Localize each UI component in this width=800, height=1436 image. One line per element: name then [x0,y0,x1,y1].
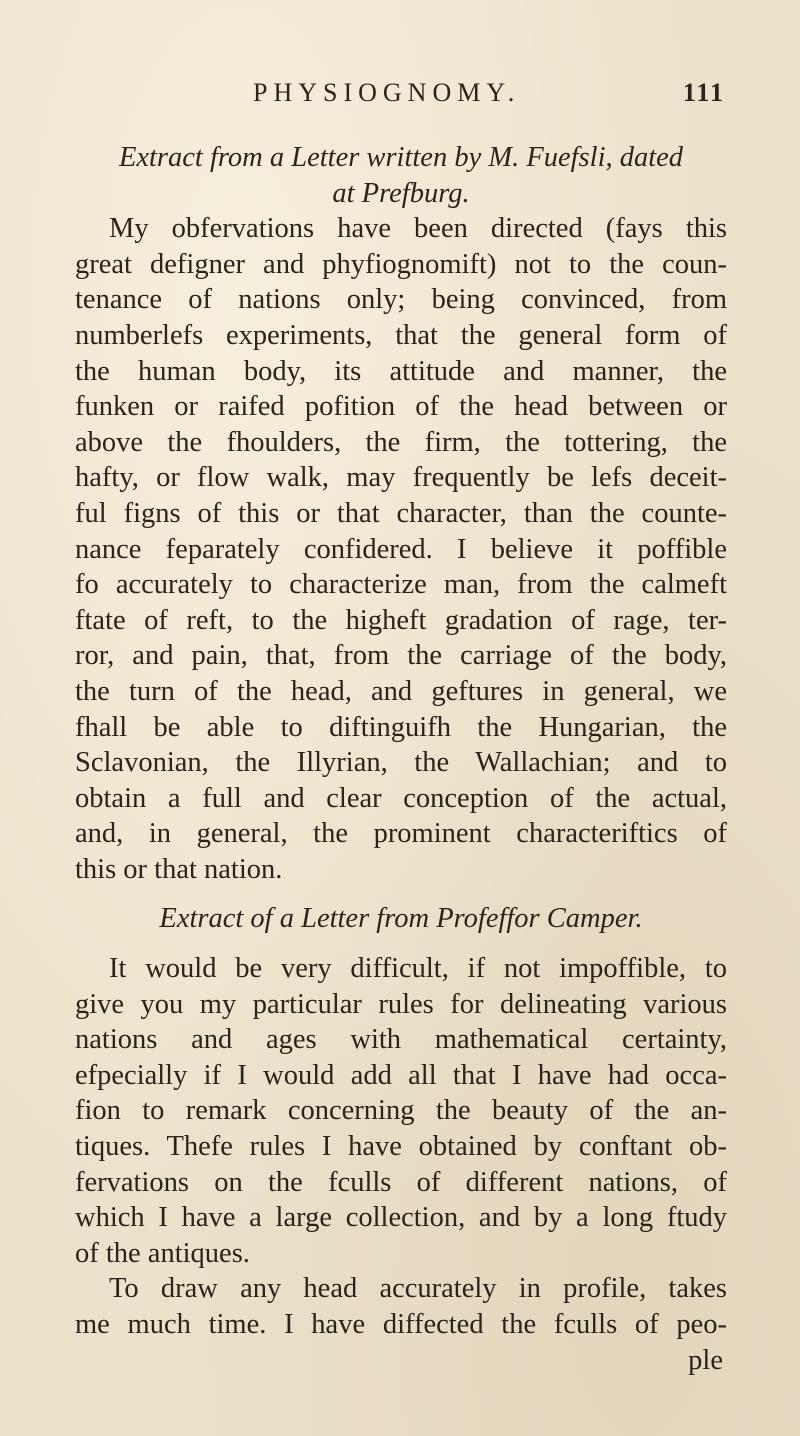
text-line: nance feparately confidered. I believe it poffible [75,533,727,565]
section-gap [75,937,727,951]
heading-line: at Prefburg. [332,177,470,209]
text-line: me much time. I have diffected the fculls of peo- [75,1309,727,1340]
text-line: the human body, its attitude and manner, the [75,355,727,387]
text-line: fo accurately to characterize man, from the calmeft [75,569,727,601]
text-line: of the antiques. [75,1237,250,1269]
text-line: this or that nation. [75,853,283,885]
text-line: give you my particular rules for delineating various [75,988,727,1020]
text-line: To draw any head accurately in profile, takes [109,1273,727,1305]
running-title: PHYSIOGNOMY. [253,78,521,107]
text-block [75,140,727,1378]
catchword: ple [688,1344,723,1376]
heading-line: Extract of a Letter from Profeffor Camper. [159,903,643,935]
text-line: efpecially if I would add all that I have had occa- [75,1059,727,1091]
section-heading-camper [75,901,727,937]
text-line: ftate of reft, to the higheft gradation of rage, ter- [75,604,727,636]
text-line: nations and ages with mathematical certainty, [75,1024,727,1056]
text-line: fervations on the fculls of different nations, of [75,1166,727,1198]
section-gap [75,887,727,901]
page-number: 111 [682,78,725,107]
paragraph-camper-1 [75,951,727,1271]
text-line: It would be very difficult, if not impoffible, to [109,953,727,985]
heading-line: Extract from a Letter written by M. Fuefsli, dated [118,142,684,173]
text-line: funken or raifed pofition of the head between or [75,391,727,423]
text-line: ror, and pain, that, from the carriage of the body, [75,640,727,672]
text-line: great defigner and phyfiognomift) not to the coun- [75,248,727,280]
paragraph-camper-2 [75,1271,727,1378]
text-line: the turn of the head, and geftures in general, we [75,675,727,707]
text-line: Sclavonian, the Illyrian, the Wallachian; and to [75,747,727,779]
text-line: fion to remark concerning the beauty of the an- [75,1095,727,1127]
text-line: tenance of nations only; being convinced, from [75,284,727,316]
running-head [253,78,725,112]
text-line: numberlefs experiments, that the general form of [75,319,727,351]
text-line: tiques. Thefe rules I have obtained by conftant ob- [75,1131,727,1163]
text-line: obtain a full and clear conception of the actual, [75,782,727,814]
text-line: ful figns of this or that character, than the counte- [75,497,727,529]
text-line: My obfervations have been directed (fays this [109,213,727,245]
paragraph-fuessli [75,211,727,887]
text-line: and, in general, the prominent characteriftics of [75,818,727,850]
section-heading-fuessli [75,140,727,211]
text-line: hafty, or flow walk, may frequently be lefs deceit- [75,462,727,494]
text-line: which I have a large collection, and by a long ftudy [75,1202,727,1234]
text-line: fhall be able to diftinguifh the Hungarian, the [75,711,727,743]
text-line: above the fhoulders, the firm, the tottering, the [75,426,727,458]
